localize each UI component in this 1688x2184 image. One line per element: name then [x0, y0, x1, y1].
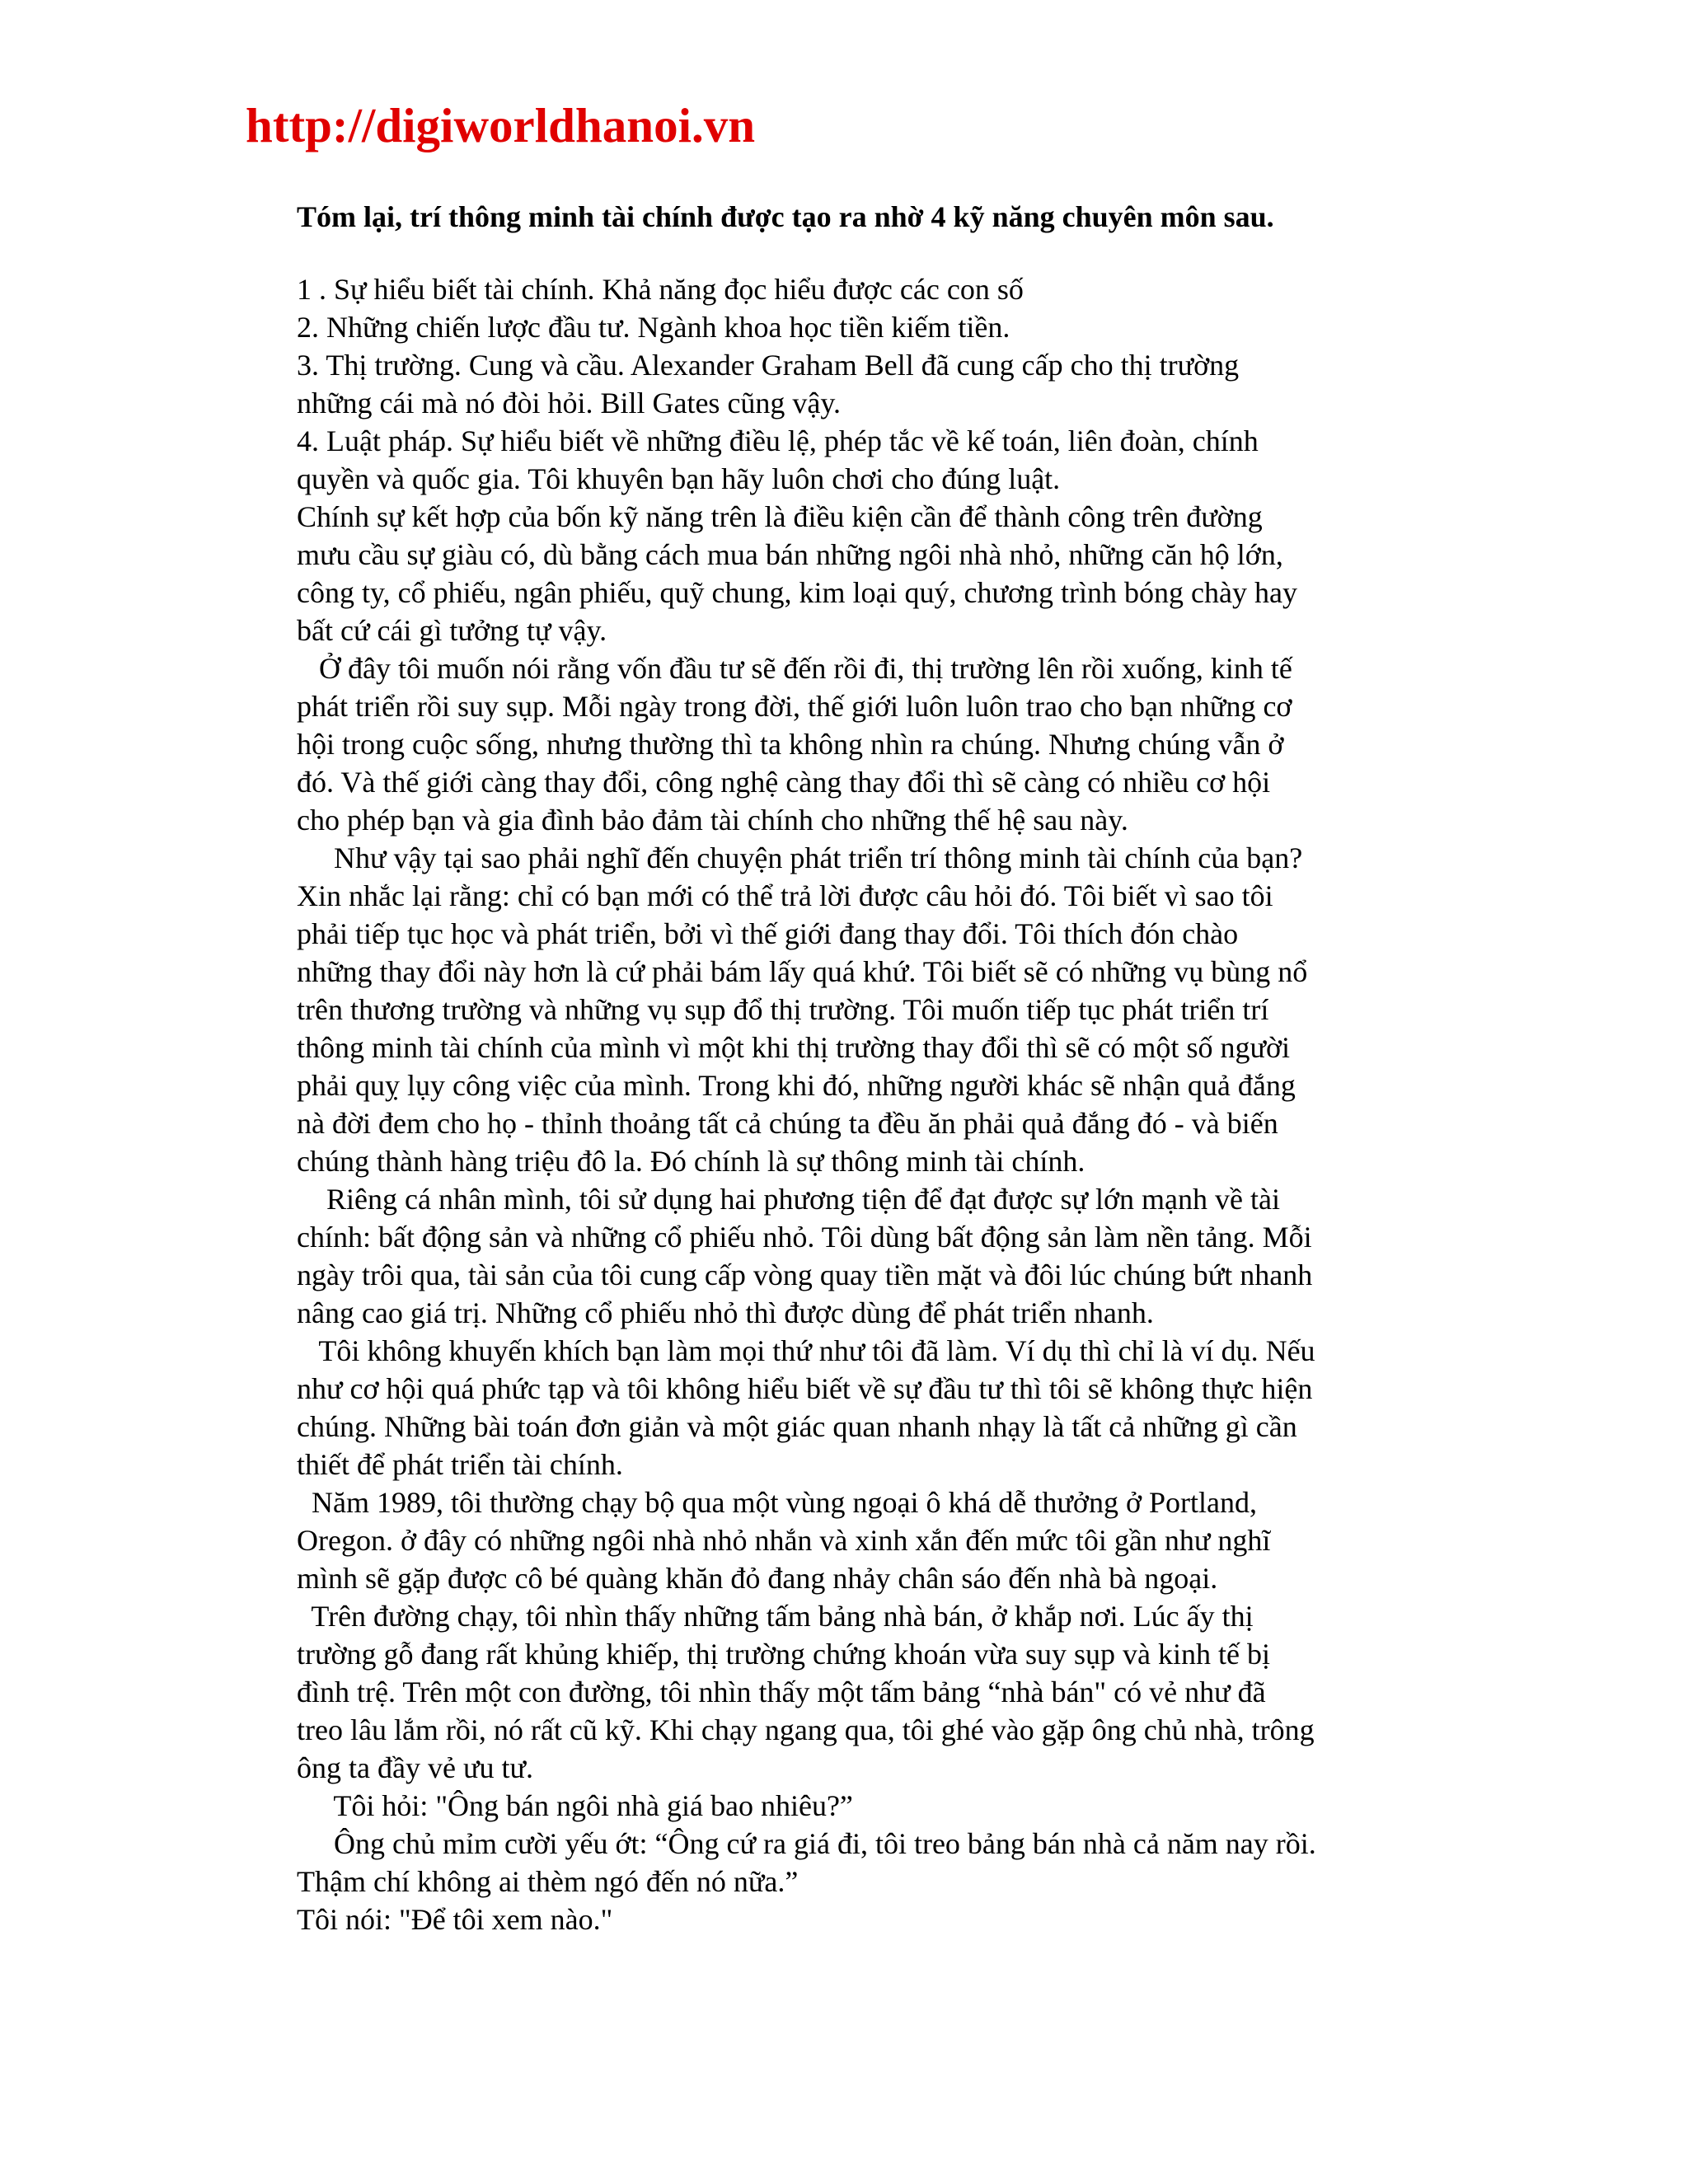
text-line: hội trong cuộc sống, nhưng thường thì ta không nhìn ra chúng. Nhưng chúng vẫn ở [297, 728, 1284, 761]
text-line: Tôi hỏi: "Ông bán ngôi nhà giá bao nhiêu?” [297, 1789, 853, 1822]
text-line: mình sẽ gặp được cô bé quàng khăn đỏ đang nhảy chân sáo đến nhà bà ngoại. [297, 1562, 1218, 1595]
text-line: phải tiếp tục học và phát triển, bởi vì thế giới đang thay đổi. Tôi thích đón chào [297, 917, 1239, 950]
text-line: Ông chủ mỉm cười yếu ớt: “Ông cứ ra giá đi, tôi treo bảng bán nhà cả năm nay rồi. [297, 1827, 1316, 1860]
text-line: Năm 1989, tôi thường chạy bộ qua một vùng ngoại ô khá dễ thưởng ở Portland, [297, 1486, 1257, 1519]
text-line: 2. Những chiến lược đầu tư. Ngành khoa học tiền kiếm tiền. [297, 311, 1010, 344]
text-line: đó. Và thế giới càng thay đổi, công nghệ càng thay đổi thì sẽ càng có nhiều cơ hội [297, 766, 1271, 799]
text-line: chính: bất động sản và những cổ phiếu nhỏ. Tôi dùng bất động sản làm nền tảng. Mỗi [297, 1221, 1312, 1254]
text-line: 3. Thị trường. Cung và cầu. Alexander Graham Bell đã cung cấp cho thị trường [297, 349, 1240, 382]
text-line: ngày trôi qua, tài sản của tôi cung cấp vòng quay tiền mặt và đôi lúc chúng bứt nhanh [297, 1258, 1313, 1291]
text-line: 1 . Sự hiểu biết tài chính. Khả năng đọc hiểu được các con số [297, 273, 1024, 306]
header-link[interactable]: http://digiworldhanoi.vn [246, 98, 756, 152]
text-line: Riêng cá nhân mình, tôi sử dụng hai phương tiện để đạt được sự lớn mạnh về tài [297, 1183, 1280, 1216]
text-line: công ty, cổ phiếu, ngân phiếu, quỹ chung, kim loại quý, chương trình bóng chày hay [297, 576, 1297, 609]
text-line: treo lâu lắm rồi, nó rất cũ kỹ. Khi chạy ngang qua, tôi ghé vào gặp ông chủ nhà, trông [297, 1713, 1315, 1746]
text-line: nâng cao giá trị. Những cổ phiếu nhỏ thì được dùng để phát triển nhanh. [297, 1296, 1154, 1329]
text-line: phát triển rồi suy sụp. Mỗi ngày trong đời, thế giới luôn luôn trao cho bạn những cơ [297, 690, 1292, 723]
text-line: phải quỵ lụy công việc của mình. Trong khi đó, những người khác sẽ nhận quả đắng [297, 1069, 1296, 1102]
text-line: 4. Luật pháp. Sự hiểu biết về những điều lệ, phép tắc về kế toán, liên đoàn, chính [297, 424, 1259, 457]
text-line: Chính sự kết hợp của bốn kỹ năng trên là điều kiện cần để thành công trên đường [297, 500, 1263, 533]
text-line: thông minh tài chính của mình vì một khi thị trường thay đổi thì sẽ có một số người [297, 1031, 1290, 1064]
text-line: chúng. Những bài toán đơn giản và một giác quan nhanh nhạy là tất cả những gì cần [297, 1410, 1297, 1443]
text-line: những cái mà nó đòi hỏi. Bill Gates cũng vậy. [297, 387, 842, 419]
text-line: Oregon. ở đây có những ngôi nhà nhỏ nhắn và xinh xắn đến mức tôi gần như nghĩ [297, 1524, 1271, 1557]
text-line: ông ta đầy vẻ ưu tư. [297, 1751, 533, 1784]
text-line: Trên đường chạy, tôi nhìn thấy những tấm bảng nhà bán, ở khắp nơi. Lúc ấy thị [297, 1600, 1254, 1633]
text-line: bất cứ cái gì tưởng tự vậy. [297, 614, 607, 647]
document-title: Tóm lại, trí thông minh tài chính được tạo ra nhờ 4 kỹ năng chuyên môn sau. [297, 200, 1274, 233]
text-line: nà đời đem cho họ - thỉnh thoảng tất cả chúng ta đều ăn phải quả đắng đó - và biến [297, 1107, 1278, 1140]
text-line: Ở đây tôi muốn nói rằng vốn đầu tư sẽ đến rồi đi, thị trường lên rồi xuống, kinh tế [297, 652, 1292, 685]
text-line: những thay đổi này hơn là cứ phải bám lấy quá khứ. Tôi biết sẽ có những vụ bùng nổ [297, 955, 1308, 988]
text-line: cho phép bạn và gia đình bảo đảm tài chính cho những thế hệ sau này. [297, 804, 1128, 837]
text-line: Tôi không khuyến khích bạn làm mọi thứ như tôi đã làm. Ví dụ thì chỉ là ví dụ. Nếu [297, 1334, 1315, 1367]
text-line: đình trệ. Trên một con đường, tôi nhìn thấy một tấm bảng “nhà bán" có vẻ như đã [297, 1675, 1266, 1708]
document-body [297, 198, 1492, 1938]
text-line: chúng thành hàng triệu đô la. Đó chính là sự thông minh tài chính. [297, 1145, 1085, 1178]
text-line: trên thương trường và những vụ sụp đổ thị trường. Tôi muốn tiếp tục phát triển trí [297, 993, 1269, 1026]
text-line: như cơ hội quá phức tạp và tôi không hiểu biết về sự đầu tư thì tôi sẽ không thực hiện [297, 1372, 1313, 1405]
text-line: Xin nhắc lại rằng: chỉ có bạn mới có thể trả lời được câu hỏi đó. Tôi biết vì sao tôi [297, 879, 1273, 912]
text-line: mưu cầu sự giàu có, dù bằng cách mua bán những ngôi nhà nhỏ, những căn hộ lớn, [297, 538, 1283, 571]
text-line: Thậm chí không ai thèm ngó đến nó nữa.” [297, 1865, 799, 1898]
text-line: Như vậy tại sao phải nghĩ đến chuyện phát triển trí thông minh tài chính của bạn? [297, 841, 1303, 874]
document-lines [297, 270, 1492, 1938]
text-line: Tôi nói: "Để tôi xem nào." [297, 1903, 613, 1936]
text-line: trường gỗ đang rất khủng khiếp, thị trường chứng khoán vừa suy sụp và kinh tế bị [297, 1638, 1270, 1671]
text-line: quyền và quốc gia. Tôi khuyên bạn hãy luôn chơi cho đúng luật. [297, 462, 1061, 495]
text-line: thiết để phát triển tài chính. [297, 1448, 623, 1481]
